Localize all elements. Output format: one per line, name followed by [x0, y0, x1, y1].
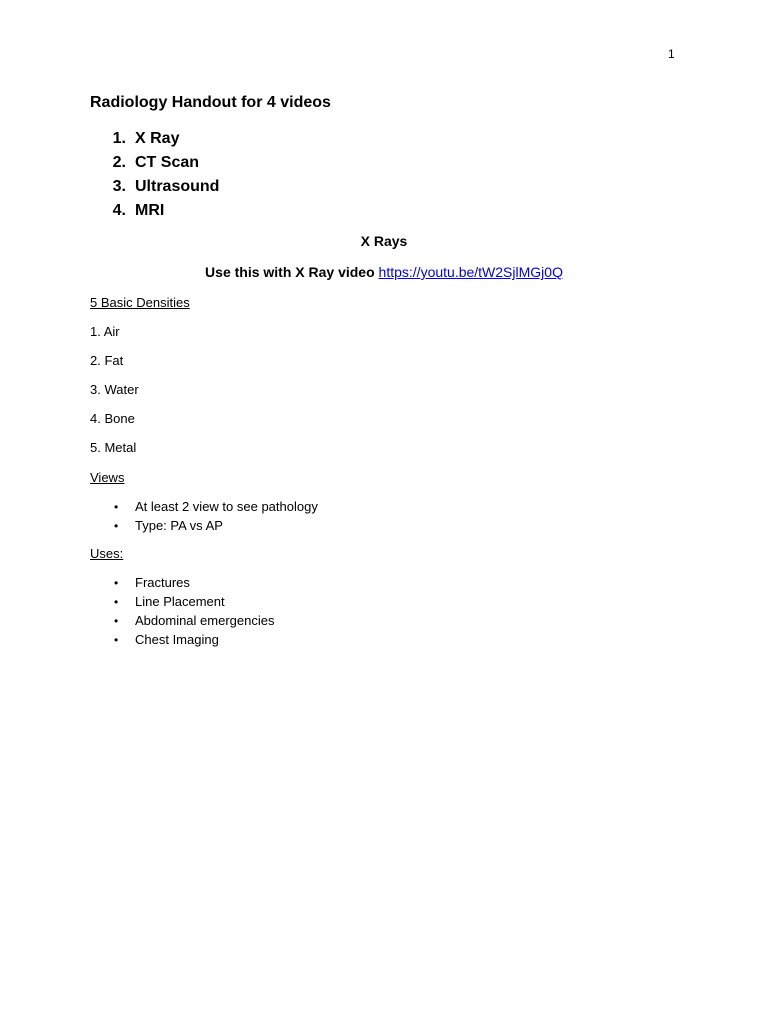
list-item-label: Line Placement [135, 594, 225, 609]
list-item [90, 200, 219, 224]
list-number: 1. [112, 130, 126, 147]
list-item-label: Chest Imaging [135, 632, 219, 647]
video-list [90, 128, 219, 224]
density-item: 3. Water [90, 382, 139, 397]
list-item-label: Ultrasound [135, 178, 220, 195]
list-item [90, 176, 219, 200]
list-item-label: At least 2 view to see pathology [135, 499, 318, 514]
bullet-icon: • [114, 500, 119, 514]
densities-heading: 5 Basic Densities [90, 295, 190, 310]
list-item-label: CT Scan [135, 154, 200, 171]
list-item-label: MRI [135, 202, 165, 219]
density-item: 1. Air [90, 324, 120, 339]
list-item [90, 630, 274, 649]
video-prompt: Use this with X Ray video [205, 264, 375, 280]
list-item-label: Abdominal emergencies [135, 613, 275, 628]
page-number: 1 [668, 47, 675, 61]
document-title: Radiology Handout for 4 videos [90, 94, 331, 111]
uses-heading: Uses: [90, 546, 124, 561]
list-item [90, 592, 274, 611]
video-link[interactable]: https://youtu.be/tW2SjlMGj0Q [378, 264, 563, 280]
bullet-icon: • [114, 633, 119, 647]
video-reference [0, 264, 768, 280]
list-item-label: X Ray [135, 130, 180, 147]
uses-list [90, 573, 274, 649]
density-item: 5. Metal [90, 440, 137, 455]
list-item [90, 516, 318, 535]
list-item-label: Type: PA vs AP [135, 518, 223, 533]
list-number: 4. [112, 202, 126, 219]
density-item: 4. Bone [90, 411, 135, 426]
list-item-label: Fractures [135, 575, 190, 590]
bullet-icon: • [114, 614, 119, 628]
bullet-icon: • [114, 576, 119, 590]
views-heading: Views [90, 470, 125, 485]
list-number: 2. [112, 154, 126, 171]
list-item [90, 128, 219, 152]
bullet-icon: • [114, 519, 119, 533]
list-item [90, 152, 219, 176]
list-item [90, 497, 318, 516]
list-number: 3. [112, 178, 126, 195]
section-heading-x-rays: X Rays [360, 233, 408, 249]
density-item: 2. Fat [90, 353, 124, 368]
bullet-icon: • [114, 595, 119, 609]
list-item [90, 573, 274, 592]
views-list [90, 497, 318, 535]
list-item [90, 611, 274, 630]
